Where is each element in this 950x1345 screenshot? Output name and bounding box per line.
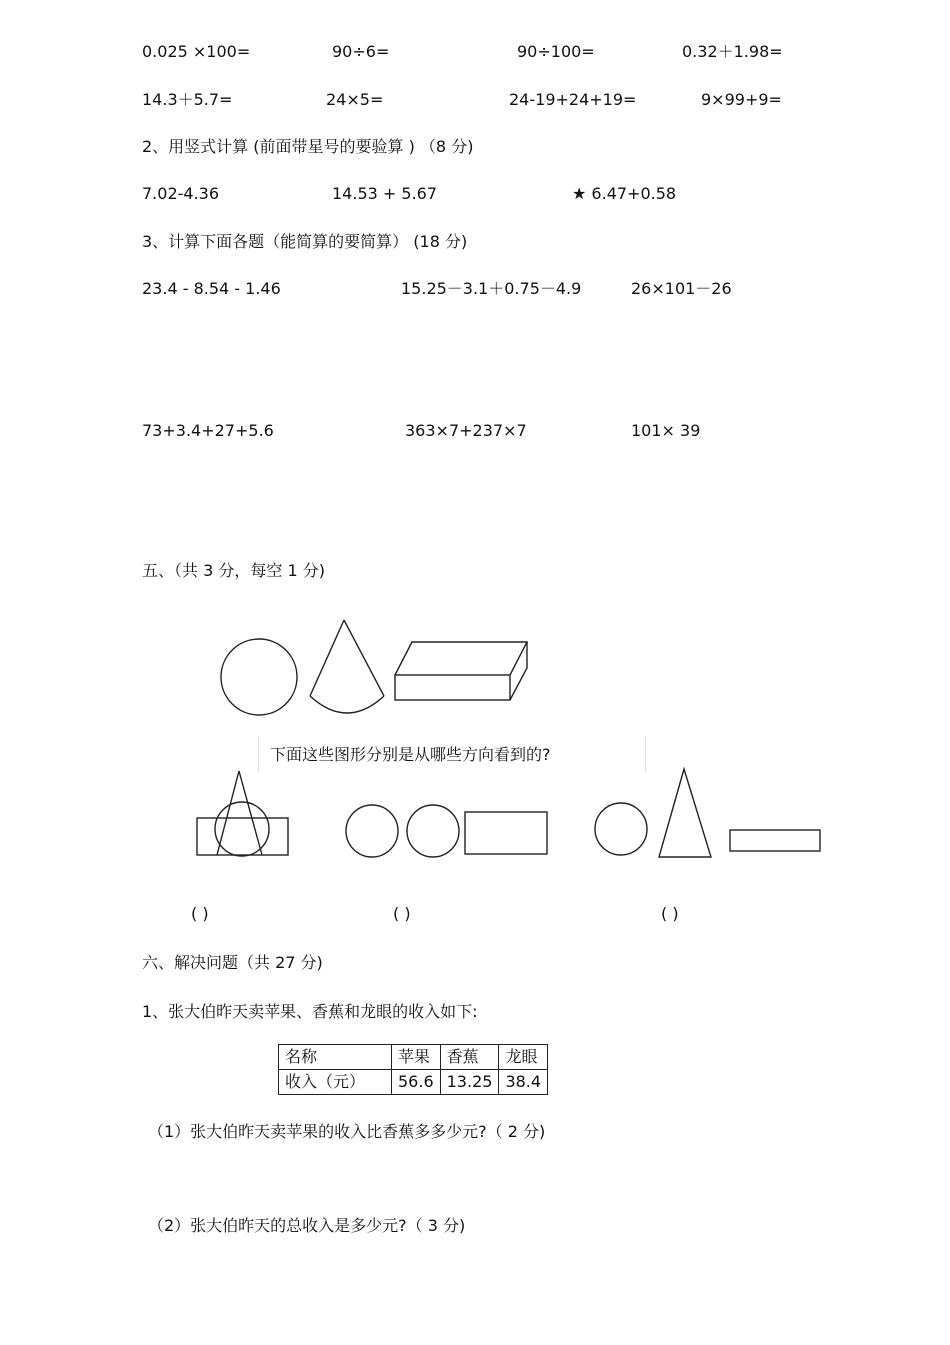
vertical-calc-item-starred: ★ 6.47+0.58 bbox=[572, 184, 677, 203]
table-header-cell: 香蕉 bbox=[440, 1045, 499, 1070]
table-cell: 56.6 bbox=[392, 1070, 441, 1095]
oral-item: 90÷100= bbox=[517, 42, 595, 61]
answer-blank[interactable]: ( ) bbox=[661, 904, 679, 923]
part-title: 五、（共 3 分，每空 1 分) bbox=[142, 561, 325, 580]
sub-question: （1）张大伯昨天卖苹果的收入比香蕉多多少元?（ 2 分) bbox=[148, 1122, 546, 1141]
table-row bbox=[279, 1045, 548, 1070]
table-header-cell: 龙眼 bbox=[499, 1045, 548, 1070]
vertical-calc-item: 14.53 + 5.67 bbox=[332, 184, 438, 203]
income-table bbox=[278, 1044, 548, 1095]
sub-question: （2）张大伯昨天的总收入是多少元?（ 3 分) bbox=[148, 1216, 466, 1235]
problem-statement: 1、张大伯昨天卖苹果、香蕉和龙眼的收入如下: bbox=[142, 1002, 478, 1021]
oral-item: 24×5= bbox=[326, 90, 384, 109]
table-cell: 38.4 bbox=[499, 1070, 548, 1095]
section-title: 2、用竖式计算 (前面带星号的要验算 ) （8 分) bbox=[142, 137, 474, 156]
cuboid-shape bbox=[395, 642, 527, 700]
part-title: 六、解决问题（共 27 分) bbox=[142, 953, 323, 972]
calc-item: 26×101－26 bbox=[631, 279, 732, 298]
table-row-label: 收入（元） bbox=[279, 1070, 392, 1095]
vertical-calc-item: 7.02-4.36 bbox=[142, 184, 220, 203]
view-group-1 bbox=[197, 771, 288, 856]
view-group-2 bbox=[346, 805, 547, 857]
oral-item: 0.32＋1.98= bbox=[682, 42, 783, 61]
view-group-3 bbox=[595, 769, 820, 857]
calc-item: 363×7+237×7 bbox=[405, 421, 527, 440]
table-header-cell: 苹果 bbox=[392, 1045, 441, 1070]
calc-item: 101× 39 bbox=[631, 421, 701, 440]
cone-shape bbox=[310, 620, 384, 713]
oral-item: 14.3＋5.7= bbox=[142, 90, 233, 109]
section-title: 3、计算下面各题（能简算的要简算） (18 分) bbox=[142, 232, 468, 251]
oral-item: 90÷6= bbox=[332, 42, 390, 61]
oral-item: 0.025 ×100= bbox=[142, 42, 251, 61]
table-header-cell: 名称 bbox=[279, 1045, 392, 1070]
table-row bbox=[279, 1070, 548, 1095]
oral-item: 9×99+9= bbox=[701, 90, 782, 109]
table-cell: 13.25 bbox=[440, 1070, 499, 1095]
answer-blank[interactable]: ( ) bbox=[191, 904, 209, 923]
calc-item: 15.25－3.1＋0.75－4.9 bbox=[401, 279, 582, 298]
sphere-shape bbox=[221, 639, 297, 715]
calc-item: 23.4 - 8.54 - 1.46 bbox=[142, 279, 281, 298]
oral-item: 24-19+24+19= bbox=[509, 90, 637, 109]
answer-blank[interactable]: ( ) bbox=[393, 904, 411, 923]
calc-item: 73+3.4+27+5.6 bbox=[142, 421, 274, 440]
view-question: 下面这些图形分别是从哪些方向看到的? bbox=[270, 745, 551, 764]
